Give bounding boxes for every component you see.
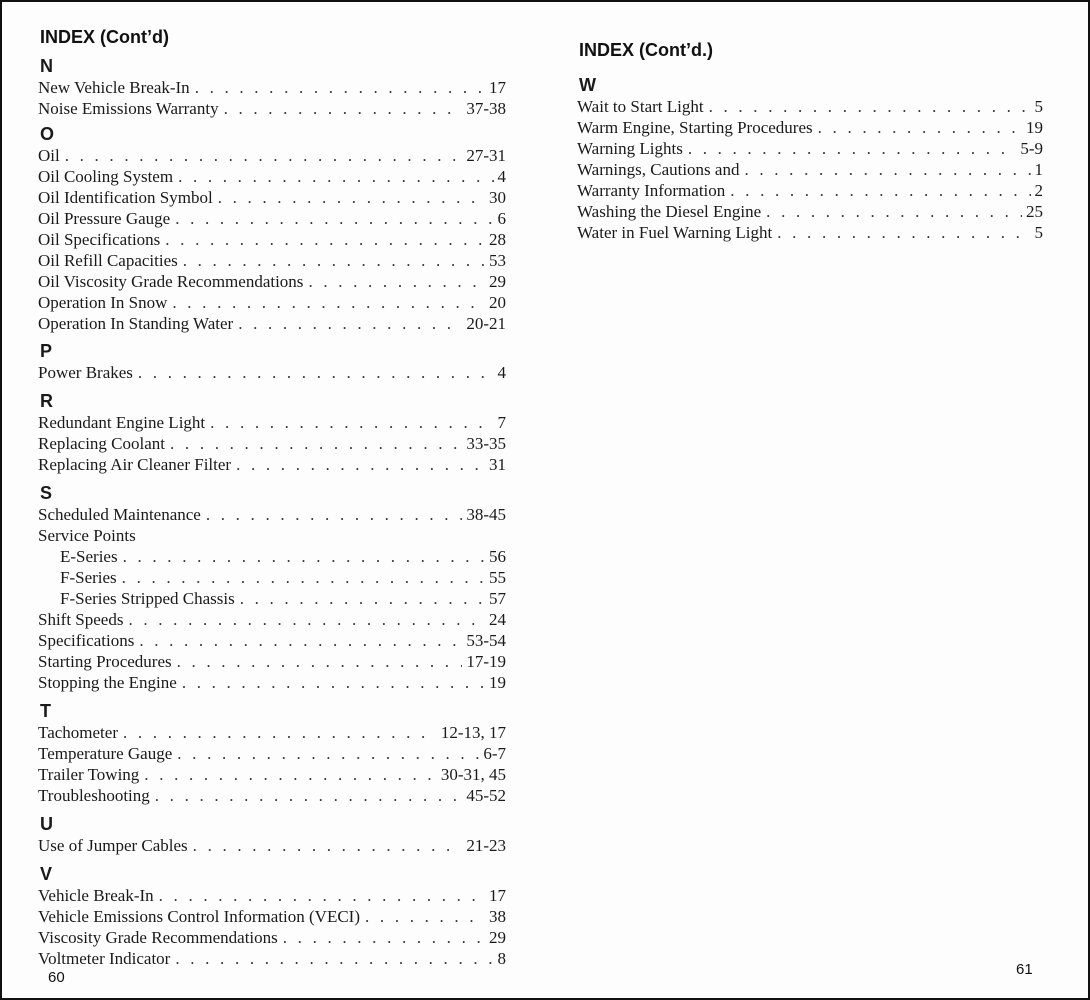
- index-entry: [38, 525, 506, 546]
- entry-label: Use of Jumper Cables: [38, 836, 188, 855]
- entry-pages: 20-21: [466, 314, 506, 333]
- entry-pages: 6-7: [483, 744, 506, 763]
- entry-pages: 56: [489, 547, 506, 566]
- entry-pages: 37-38: [466, 99, 506, 118]
- dot-leader: [123, 546, 485, 567]
- entry-label: Warm Engine, Starting Procedures: [577, 118, 813, 137]
- index-entry: [577, 180, 1043, 201]
- section-letter: W: [579, 75, 596, 95]
- index-entry: [38, 250, 506, 271]
- entry-pages: 19: [1026, 118, 1043, 137]
- dot-leader: [224, 98, 463, 119]
- dot-leader: [170, 433, 462, 454]
- index-entry: [38, 454, 506, 475]
- dot-leader: [730, 180, 1030, 201]
- entry-pages: 20: [489, 293, 506, 312]
- dot-leader: [193, 835, 463, 856]
- entry-pages: 1: [1034, 160, 1043, 179]
- right-page-number: 61: [1016, 961, 1033, 978]
- entry-label: Starting Procedures: [38, 652, 172, 671]
- entry-pages: 7: [497, 413, 506, 432]
- dot-leader: [159, 885, 485, 906]
- dot-leader: [238, 313, 462, 334]
- dot-leader: [688, 138, 1017, 159]
- index-section: [38, 482, 506, 693]
- index-entry: [577, 159, 1043, 180]
- entry-label: Stopping the Engine: [38, 673, 177, 692]
- entry-label: Oil: [38, 146, 60, 165]
- dot-leader: [165, 229, 485, 250]
- dot-leader: [128, 609, 485, 630]
- dot-leader: [308, 271, 485, 292]
- index-entry: [577, 96, 1043, 117]
- entry-label: Warnings, Cautions and: [577, 160, 740, 179]
- dot-leader: [183, 250, 485, 271]
- entry-pages: 17: [489, 78, 506, 97]
- index-entry: [38, 785, 506, 806]
- section-letter: N: [40, 56, 53, 76]
- entry-label: Oil Refill Capacities: [38, 251, 178, 270]
- dot-leader: [240, 588, 485, 609]
- entry-label: Vehicle Emissions Control Information (VECI): [38, 907, 361, 926]
- entry-label: E-Series: [60, 547, 118, 566]
- left-index-content: [38, 55, 506, 976]
- dot-leader: [123, 722, 437, 743]
- dot-leader: [65, 145, 463, 166]
- index-entry: [38, 630, 506, 651]
- index-entry: [38, 651, 506, 672]
- index-entry: [38, 504, 506, 525]
- dot-leader: [144, 764, 437, 785]
- entry-label: Service Points: [38, 526, 136, 545]
- entry-pages: 4: [497, 167, 506, 186]
- dot-leader: [777, 222, 1030, 243]
- index-section: [38, 340, 506, 383]
- dot-leader: [177, 743, 479, 764]
- entry-label: Temperature Gauge: [38, 744, 173, 763]
- dot-leader: [155, 785, 463, 806]
- dot-leader: [139, 630, 462, 651]
- index-section: [577, 74, 1043, 243]
- index-entry: [38, 208, 506, 229]
- entry-pages: 17-19: [466, 652, 506, 671]
- right-page-title: INDEX (Cont’d.): [579, 40, 713, 60]
- dot-leader: [744, 159, 1030, 180]
- index-entry: [38, 588, 506, 609]
- entry-pages: 27-31: [466, 146, 506, 165]
- left-page-title: INDEX (Cont’d): [40, 27, 169, 47]
- section-letter: T: [40, 701, 51, 721]
- index-section: [38, 863, 506, 969]
- dot-leader: [178, 166, 493, 187]
- entry-pages: 45-52: [466, 786, 506, 805]
- entry-label: Replacing Coolant: [38, 434, 166, 453]
- entry-label: Operation In Standing Water: [38, 314, 234, 333]
- index-entry: [38, 229, 506, 250]
- index-entry: [38, 885, 506, 906]
- index-entry: [577, 222, 1043, 243]
- entry-pages: 53-54: [466, 631, 506, 650]
- entry-label: Warranty Information: [577, 181, 726, 200]
- entry-pages: 57: [489, 589, 506, 608]
- entry-label: F-Series Stripped Chassis: [60, 589, 235, 608]
- dot-leader: [709, 96, 1031, 117]
- dot-leader: [177, 651, 463, 672]
- section-letter: S: [40, 483, 53, 503]
- index-entry: [38, 362, 506, 383]
- entry-label: Viscosity Grade Recommendations: [38, 928, 278, 947]
- index-section: [38, 390, 506, 475]
- index-section: [38, 813, 506, 856]
- index-entry: [38, 927, 506, 948]
- entry-label: Shift Speeds: [38, 610, 124, 629]
- index-entry: [577, 138, 1043, 159]
- dot-leader: [365, 906, 485, 927]
- index-entry: [38, 433, 506, 454]
- index-section: [38, 123, 506, 334]
- entry-pages: 8: [497, 949, 506, 968]
- dot-leader: [175, 948, 493, 969]
- index-entry: [38, 98, 506, 119]
- entry-pages: 21-23: [466, 836, 506, 855]
- index-entry: [38, 906, 506, 927]
- entry-label: New Vehicle Break-In: [38, 78, 190, 97]
- section-letter: V: [40, 864, 53, 884]
- section-letter: P: [40, 341, 53, 361]
- index-entry: [38, 743, 506, 764]
- entry-label: Redundant Engine Light: [38, 413, 206, 432]
- entry-pages: 5: [1034, 223, 1043, 242]
- index-section: [38, 55, 506, 119]
- entry-label: Vehicle Break-In: [38, 886, 154, 905]
- entry-pages: 2: [1034, 181, 1043, 200]
- entry-pages: 24: [489, 610, 506, 629]
- entry-label: Voltmeter Indicator: [38, 949, 171, 968]
- entry-label: Oil Cooling System: [38, 167, 174, 186]
- entry-label: Power Brakes: [38, 363, 133, 382]
- dot-leader: [283, 927, 485, 948]
- dot-leader: [236, 454, 485, 475]
- index-entry: [38, 412, 506, 433]
- index-entry: [38, 77, 506, 98]
- entry-pages: 19: [489, 673, 506, 692]
- entry-pages: 31: [489, 455, 506, 474]
- entry-pages: 5-9: [1020, 139, 1043, 158]
- index-entry: [38, 948, 506, 969]
- entry-pages: 25: [1026, 202, 1043, 221]
- entry-label: Oil Viscosity Grade Recommendations: [38, 272, 304, 291]
- entry-label: Wait to Start Light: [577, 97, 704, 116]
- entry-pages: 5: [1034, 97, 1043, 116]
- index-entry: [38, 567, 506, 588]
- dot-leader: [206, 504, 462, 525]
- index-entry: [38, 145, 506, 166]
- entry-pages: 29: [489, 928, 506, 947]
- dot-leader: [766, 201, 1022, 222]
- index-entry: [38, 722, 506, 743]
- entry-label: Noise Emissions Warranty: [38, 99, 219, 118]
- entry-pages: 53: [489, 251, 506, 270]
- index-entry: [38, 187, 506, 208]
- dot-leader: [175, 208, 493, 229]
- entry-label: Trailer Towing: [38, 765, 140, 784]
- entry-label: Oil Specifications: [38, 230, 161, 249]
- entry-pages: 17: [489, 886, 506, 905]
- index-entry: [38, 313, 506, 334]
- entry-label: F-Series: [60, 568, 117, 587]
- right-index-content: [577, 74, 1043, 250]
- index-entry: [38, 166, 506, 187]
- entry-label: Replacing Air Cleaner Filter: [38, 455, 232, 474]
- entry-pages: 33-35: [466, 434, 506, 453]
- index-entry: [577, 201, 1043, 222]
- entry-pages: 6: [497, 209, 506, 228]
- index-entry: [38, 672, 506, 693]
- entry-label: Tachometer: [38, 723, 118, 742]
- entry-pages: 30: [489, 188, 506, 207]
- entry-label: Oil Identification Symbol: [38, 188, 213, 207]
- entry-label: Scheduled Maintenance: [38, 505, 201, 524]
- index-entry: [577, 117, 1043, 138]
- entry-pages: 30-31, 45: [440, 765, 506, 784]
- dot-leader: [138, 362, 494, 383]
- index-entry: [38, 292, 506, 313]
- section-letter: U: [40, 814, 53, 834]
- entry-label: Operation In Snow: [38, 293, 168, 312]
- entry-pages: 38: [489, 907, 506, 926]
- index-entry: [38, 546, 506, 567]
- dot-leader: [172, 292, 485, 313]
- index-entry: [38, 764, 506, 785]
- entry-label: Water in Fuel Warning Light: [577, 223, 773, 242]
- entry-label: Troubleshooting: [38, 786, 150, 805]
- index-entry: [38, 609, 506, 630]
- section-letter: O: [40, 124, 55, 144]
- dot-leader: [218, 187, 485, 208]
- index-entry: [38, 835, 506, 856]
- entry-pages: 28: [489, 230, 506, 249]
- index-entry: [38, 271, 506, 292]
- left-page-number: 60: [48, 969, 65, 986]
- entry-pages: 12-13, 17: [440, 723, 506, 742]
- section-letter: R: [40, 391, 53, 411]
- dot-leader: [182, 672, 485, 693]
- index-section: [38, 700, 506, 806]
- dot-leader: [195, 77, 485, 98]
- entry-label: Warning Lights: [577, 139, 683, 158]
- dot-leader: [818, 117, 1022, 138]
- dot-leader: [122, 567, 485, 588]
- entry-pages: 29: [489, 272, 506, 291]
- entry-label: Specifications: [38, 631, 135, 650]
- entry-label: Oil Pressure Gauge: [38, 209, 171, 228]
- dot-leader: [210, 412, 493, 433]
- entry-pages: 38-45: [466, 505, 506, 524]
- entry-pages: 4: [497, 363, 506, 382]
- entry-label: Washing the Diesel Engine: [577, 202, 762, 221]
- entry-pages: 55: [489, 568, 506, 587]
